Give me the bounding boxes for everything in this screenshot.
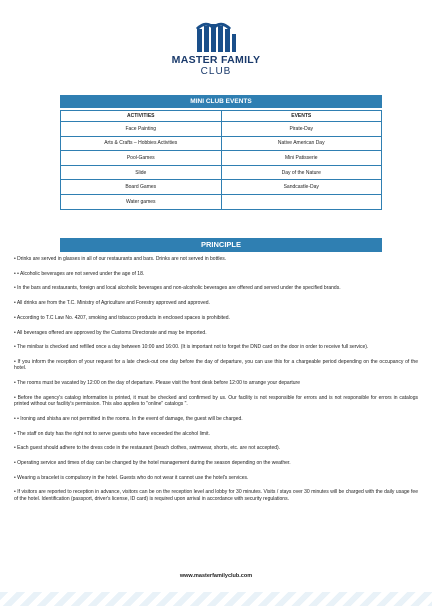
master-family-logo-icon [194,22,238,52]
column-header-events: EVENTS [221,111,382,122]
principle-item: • All drinks are from the T.C. Ministry of Agriculture and Forestry approved and approved. [14,300,210,307]
principle-item: • • Alcoholic beverages are not served under the age of 18. [14,270,145,277]
activity-cell: Slide [61,165,222,180]
principle-item: • Drinks are served in glasses in all of our restaurants and bars. Drinks are not served in bottles. [14,256,227,262]
principle-item: • If you inform the reception of your request for a late check-out one day before the day of departure, you can use this for a chargeable period depending on the occupancy of the hotel. [14,358,418,372]
table-header-row [61,111,382,122]
table-row [61,122,382,137]
activity-cell: Arts & Crafts – Hobbies Activities [61,136,222,151]
brand-logo [0,22,432,77]
brand-name-line2: CLUB [200,66,232,77]
mini-club-table [60,110,382,210]
brand-name-line1: MASTER FAMILY [171,54,261,66]
column-header-activities: ACTIVITIES [61,111,222,122]
activity-cell: Board Games [61,180,222,195]
principle-item: • Wearing a bracelet is compulsory in the hotel. Guests who do not wear it cannot use the hotel's services. [14,474,249,481]
event-cell: Sandcastle-Day [221,180,382,195]
footer-decoration [0,592,432,606]
principle-item: • According to T.C Law No. 4207, smoking and tobacco products in enclosed spaces is prohibited. [14,314,230,321]
table-row [61,151,382,166]
principle-item: • Before the agency's catalog information is printed, it must be checked and confirmed by us. Our facility is not responsible for errors and is not responsible for errors in catalogs printed without our facility's permission. This also applies to "online" catalogs ". [14,394,418,408]
principle-banner: PRINCIPLE [60,238,382,252]
principle-list [14,256,418,510]
event-cell: Native American Day [221,136,382,151]
principle-item: • The staff on duty has the right not to serve guests who have exceeded the alcohol limit. [14,430,210,437]
activity-cell: Water games [61,194,222,209]
activity-cell: Face Painting [61,122,222,137]
event-cell: Pirate-Day [221,122,382,137]
event-cell [221,194,382,209]
mini-club-banner: MINI CLUB EVENTS [60,95,382,108]
principle-item: • • Ironing and shisha are not permitted in the rooms. In the event of damage, the guest will be charged. [14,415,243,422]
table-row [61,136,382,151]
table-row [61,194,382,209]
table-row [61,180,382,195]
principle-item: • The rooms must be vacated by 12:00 on the day of departure. Please visit the front desk before 12:00 to arrange your departure [14,380,300,387]
activity-cell: Pool-Games [61,151,222,166]
principle-item: • The minibar is checked and refilled once a day between 10:00 and 16:00. (It is important not to forget the DND card on the door in order to receive full service). [14,344,369,351]
table-row [61,165,382,180]
principle-item: • Operating service and times of day can be changed by the hotel management during the season depending on the weather. [14,459,291,466]
website-link[interactable]: www.masterfamilyclub.com [179,573,253,579]
principle-item: • All beverages offered are approved by the Customs Directorate and may be imported. [14,329,207,336]
principle-item: • If visitors are reported to reception in advance, visitors can be on the reception level and lobby for 30 minutes. Visits / stays over 30 minutes will be charged with the daily usage fee of the hotel. Identification (passport, driver's license, ID card) is required upon arrival in accordance with security regulations. [14,489,418,502]
principle-item: • In the bars and restaurants, foreign and local alcoholic beverages and non-alcoholic beverages are offered and served under the specified brands. [14,285,341,292]
event-cell: Mini Patisserie [221,151,382,166]
event-cell: Day of the Nature [221,165,382,180]
principle-item: • Each guest should adhere to the dress code in the restaurant (beach clothes, swimwear, shorts, etc. are not accepted). [14,445,281,452]
